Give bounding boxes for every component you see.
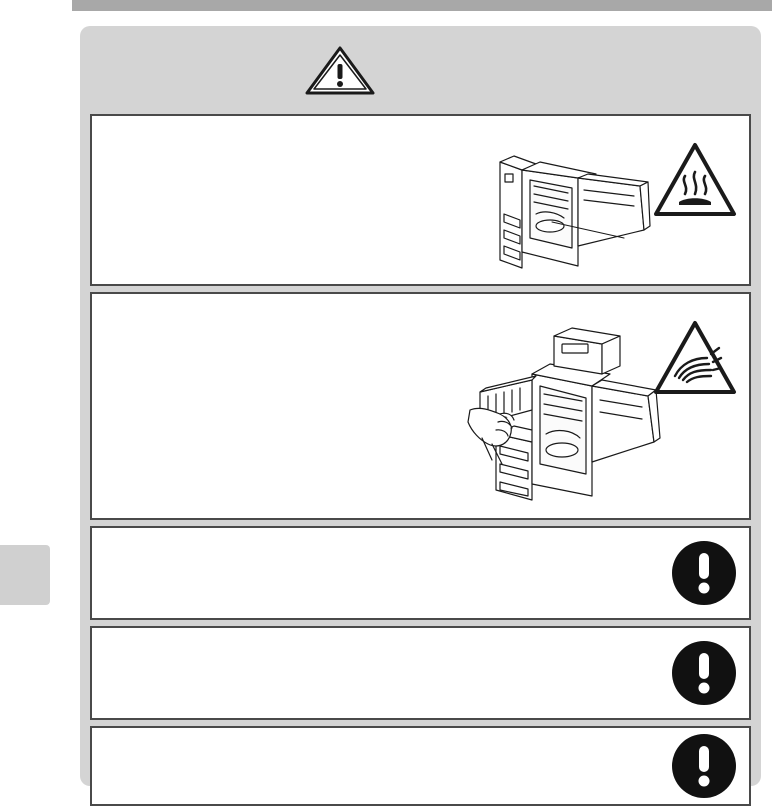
hand-crush-icon [653, 320, 737, 396]
mandatory-box-1 [90, 526, 751, 620]
caution-box-hot-surface [90, 114, 751, 286]
page-side-tab [0, 545, 50, 605]
caution-box-pinch-hand [90, 292, 751, 520]
mandatory-box-3 [90, 726, 751, 806]
warning-triangle-icon [280, 40, 400, 100]
safety-panel [80, 26, 761, 786]
top-rule [72, 0, 772, 11]
general-mandatory-icon [671, 733, 737, 799]
general-mandatory-icon [671, 540, 737, 606]
hot-surface-icon [653, 142, 737, 218]
mandatory-box-2 [90, 626, 751, 720]
general-mandatory-icon [671, 640, 737, 706]
